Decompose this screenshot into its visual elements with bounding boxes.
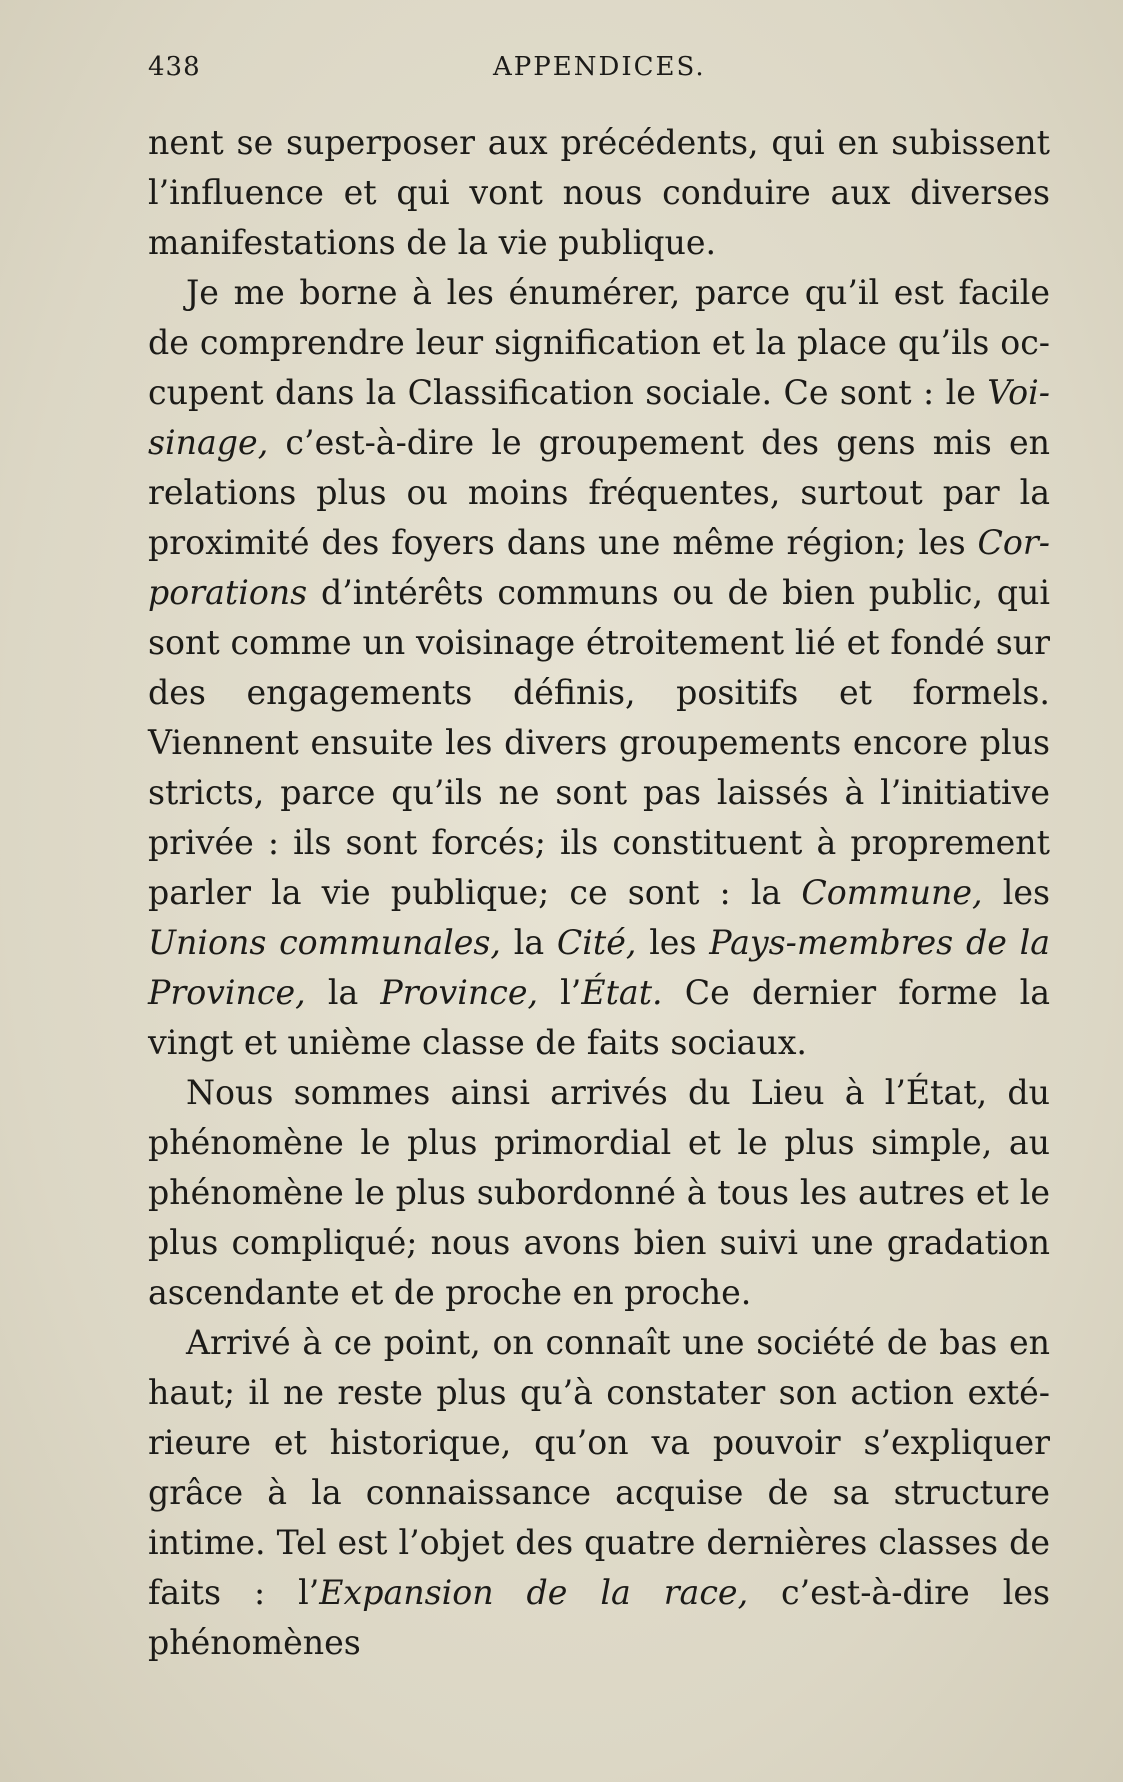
paragraph xyxy=(148,268,1050,1068)
italic-term: Province, xyxy=(380,973,539,1012)
italic-term: Cité, xyxy=(556,923,637,962)
running-head: APPENDICES. xyxy=(493,52,706,82)
paragraph xyxy=(148,118,1050,268)
text-run: c’est-à-dire les phénomènes xyxy=(148,1573,1050,1662)
italic-term: Voisinage, xyxy=(148,373,1050,462)
body-text xyxy=(148,118,1050,1668)
text-run: nent se superposer aux précédents, qui en subissent l’influence et qui vont nous conduire aux diverses manifestations de la vie publique. xyxy=(148,123,1050,262)
text-run: les xyxy=(982,873,1050,912)
italic-term: Pays-membres de la Province, xyxy=(148,923,1050,1012)
italic-term: Unions communales, xyxy=(148,923,501,962)
italic-term: Commune, xyxy=(801,873,983,912)
text-run: les xyxy=(636,923,710,962)
text-run: d’intérêts communs ou de bien public, qui sont comme un voisinage étroitement lié et fondé sur des engagements définis, positifs et formels. Viennent ensuite les divers groupements encore plus stricts, parce qu’ils ne sont pas laissés à l’initiative privée : ils sont forcés; ils constituent à proprement parler la vie publique; ce sont : la xyxy=(148,573,1050,912)
text-run: l’ xyxy=(538,973,582,1012)
text-run: la xyxy=(305,973,381,1012)
page-number: 438 xyxy=(148,52,201,82)
text-run: c’est-à-dire le groupement des gens mis en relations plus ou moins fréquentes, surtout par la proximité des foyers dans une même région; les xyxy=(148,423,1050,562)
paragraph xyxy=(148,1068,1050,1318)
text-run: Je me borne à les énumérer, parce qu’il est facile de comprendre leur signification et la place qu’ils occupent dans la Classification sociale. Ce sont : le xyxy=(148,273,1050,412)
italic-term: Expansion de la race, xyxy=(319,1573,749,1612)
text-run: la xyxy=(500,923,557,962)
text-run: Ce dernier forme la vingt et unième classe de faits sociaux. xyxy=(148,973,1051,1062)
italic-term: Corporations xyxy=(148,523,1050,612)
text-run: Nous sommes ainsi arrivés du Lieu à l’État, du phénomène le plus primordial et le plus simple, au phénomène le plus subordonné à tous les autres et le plus compliqué; nous avons bien suivi une gradation ascendante et de proche en proche. xyxy=(148,1073,1050,1312)
text-run: Arrivé à ce point, on connaît une société de bas en haut; il ne reste plus qu’à constater son action extérieure et historique, qu’on va pouvoir s’expliquer grâce à la connaissance acquise de sa structure intime. Tel est l’objet des quatre dernières classes de faits : l’ xyxy=(148,1323,1050,1612)
page-header xyxy=(148,52,1048,92)
paragraph xyxy=(148,1318,1050,1668)
italic-term: État. xyxy=(581,973,663,1012)
